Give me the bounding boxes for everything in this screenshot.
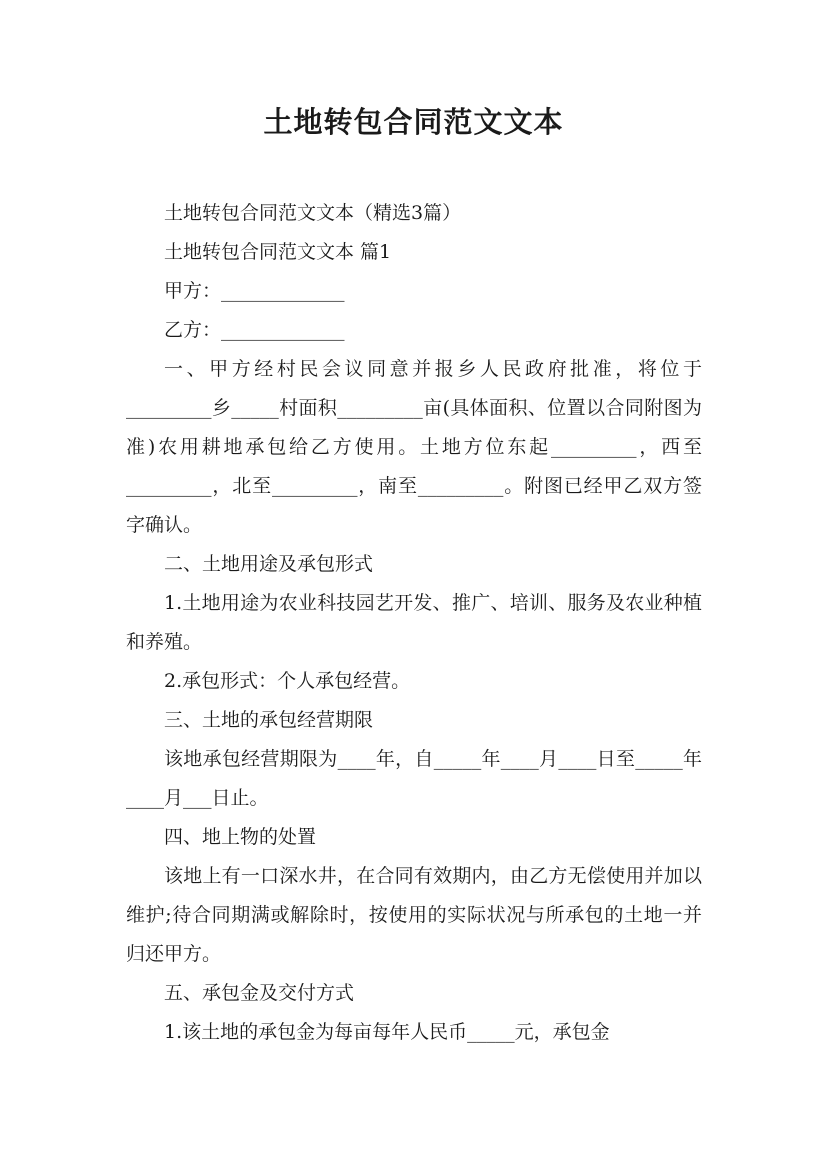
document-title: 土地转包合同范文文本: [263, 105, 564, 139]
clause-1-paragraph: 一、甲方经村民会议同意并报乡人民政府批准，将位于_________乡_____村面积_________亩(具体面积、位置以合同附图为准)农用耕地承包给乙方使用。土地方位东起_________，西至_________，北至_________，南至_________。附图已经甲乙双方签字确认。: [126, 358, 702, 536]
clause-2-item-1: 1.土地用途为农业科技园艺开发、推广、培训、服务及农业种植和养殖。: [126, 592, 702, 653]
clause-5-heading: 五、承包金及交付方式: [164, 982, 355, 1004]
section-heading: 土地转包合同范文文本 篇1: [164, 241, 392, 263]
clause-5-item-1: 1.该土地的承包金为每亩每年人民币_____元，承包金: [164, 1021, 610, 1043]
clause-2-item-2: 2.承包形式：个人承包经营。: [164, 670, 411, 692]
clause-2-heading: 二、土地用途及承包形式: [164, 553, 374, 575]
party-a-line: 甲方：_____________: [164, 280, 345, 302]
intro-line: 土地转包合同范文文本（精选3篇）: [164, 202, 462, 224]
document-body: [126, 194, 702, 1052]
clause-3-paragraph: 该地承包经营期限为____年，自_____年____月____日至_____年____月___日止。: [126, 748, 702, 809]
clause-3-heading: 三、土地的承包经营期限: [164, 709, 374, 731]
clause-4-paragraph: 该地上有一口深水井，在合同有效期内，由乙方无偿使用并加以维护;待合同期满或解除时，按使用的实际状况与所承包的土地一并归还甲方。: [126, 865, 702, 965]
clause-4-heading: 四、地上物的处置: [164, 826, 317, 848]
party-b-line: 乙方：_____________: [164, 319, 345, 341]
